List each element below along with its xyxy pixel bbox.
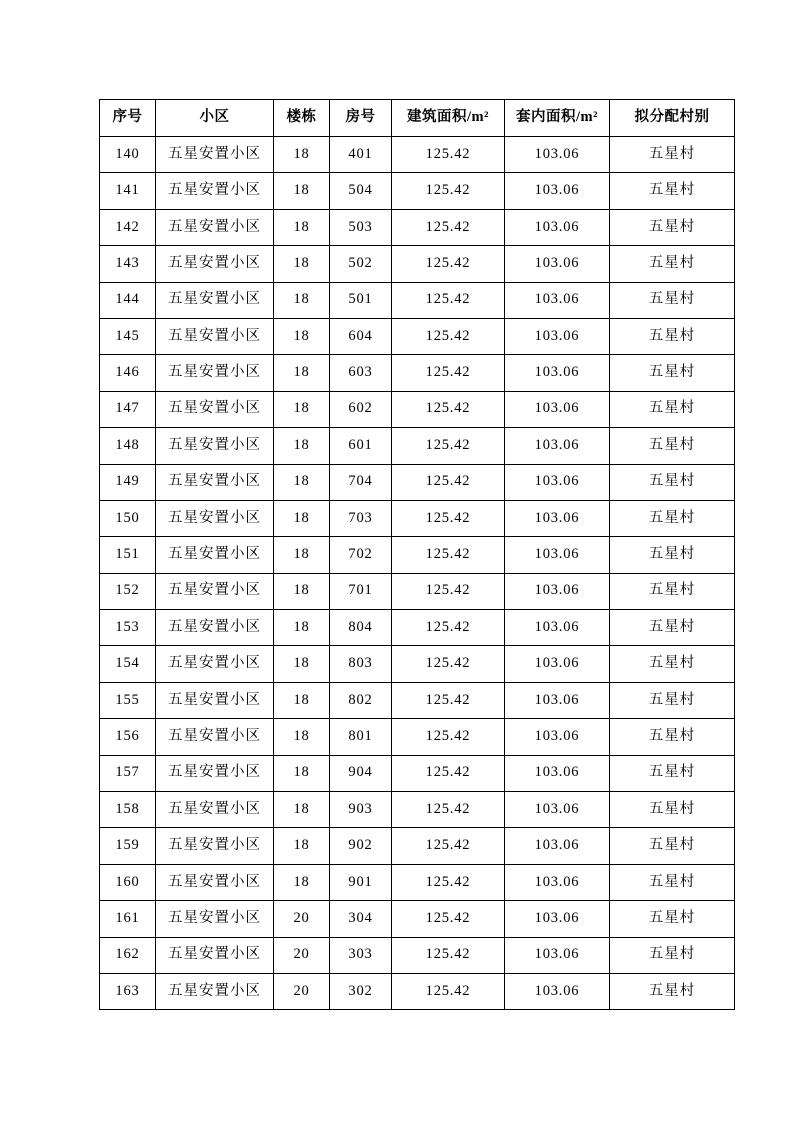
cell-index: 159 bbox=[100, 828, 156, 864]
cell-index: 162 bbox=[100, 937, 156, 973]
cell-building-area: 125.42 bbox=[392, 209, 505, 245]
table-row bbox=[100, 282, 735, 318]
cell-building-area: 125.42 bbox=[392, 610, 505, 646]
cell-community: 五星安置小区 bbox=[156, 173, 274, 209]
cell-inner-area: 103.06 bbox=[505, 500, 610, 536]
cell-inner-area: 103.06 bbox=[505, 537, 610, 573]
cell-index: 142 bbox=[100, 209, 156, 245]
table-row bbox=[100, 246, 735, 282]
cell-building: 18 bbox=[274, 355, 330, 391]
cell-inner-area: 103.06 bbox=[505, 428, 610, 464]
cell-community: 五星安置小区 bbox=[156, 682, 274, 718]
cell-index: 152 bbox=[100, 573, 156, 609]
cell-village: 五星村 bbox=[610, 137, 735, 173]
table-row bbox=[100, 209, 735, 245]
cell-community: 五星安置小区 bbox=[156, 464, 274, 500]
cell-inner-area: 103.06 bbox=[505, 209, 610, 245]
cell-inner-area: 103.06 bbox=[505, 937, 610, 973]
table-row bbox=[100, 755, 735, 791]
cell-community: 五星安置小区 bbox=[156, 792, 274, 828]
cell-inner-area: 103.06 bbox=[505, 573, 610, 609]
table-row bbox=[100, 973, 735, 1009]
cell-community: 五星安置小区 bbox=[156, 246, 274, 282]
column-header-village: 拟分配村别 bbox=[610, 100, 735, 137]
table-header-row bbox=[100, 100, 735, 137]
allocation-table bbox=[99, 99, 735, 1010]
cell-inner-area: 103.06 bbox=[505, 682, 610, 718]
cell-inner-area: 103.06 bbox=[505, 464, 610, 500]
cell-community: 五星安置小区 bbox=[156, 428, 274, 464]
cell-room: 304 bbox=[330, 901, 392, 937]
cell-community: 五星安置小区 bbox=[156, 719, 274, 755]
cell-community: 五星安置小区 bbox=[156, 137, 274, 173]
cell-building: 18 bbox=[274, 209, 330, 245]
cell-village: 五星村 bbox=[610, 464, 735, 500]
cell-village: 五星村 bbox=[610, 937, 735, 973]
cell-building: 18 bbox=[274, 246, 330, 282]
cell-community: 五星安置小区 bbox=[156, 500, 274, 536]
table-row bbox=[100, 646, 735, 682]
cell-village: 五星村 bbox=[610, 610, 735, 646]
cell-building-area: 125.42 bbox=[392, 864, 505, 900]
cell-community: 五星安置小区 bbox=[156, 828, 274, 864]
cell-building-area: 125.42 bbox=[392, 755, 505, 791]
cell-room: 604 bbox=[330, 318, 392, 354]
column-header-inner-area: 套内面积/m² bbox=[505, 100, 610, 137]
cell-room: 603 bbox=[330, 355, 392, 391]
cell-village: 五星村 bbox=[610, 209, 735, 245]
cell-room: 903 bbox=[330, 792, 392, 828]
table-row bbox=[100, 937, 735, 973]
cell-index: 148 bbox=[100, 428, 156, 464]
cell-building-area: 125.42 bbox=[392, 137, 505, 173]
cell-index: 161 bbox=[100, 901, 156, 937]
cell-inner-area: 103.06 bbox=[505, 755, 610, 791]
cell-building-area: 125.42 bbox=[392, 428, 505, 464]
column-header-building-area: 建筑面积/m² bbox=[392, 100, 505, 137]
cell-building: 18 bbox=[274, 610, 330, 646]
cell-inner-area: 103.06 bbox=[505, 610, 610, 646]
cell-village: 五星村 bbox=[610, 828, 735, 864]
cell-village: 五星村 bbox=[610, 973, 735, 1009]
cell-community: 五星安置小区 bbox=[156, 355, 274, 391]
table-row bbox=[100, 173, 735, 209]
cell-building: 18 bbox=[274, 682, 330, 718]
cell-building: 18 bbox=[274, 391, 330, 427]
cell-building: 18 bbox=[274, 537, 330, 573]
cell-community: 五星安置小区 bbox=[156, 610, 274, 646]
cell-building-area: 125.42 bbox=[392, 646, 505, 682]
column-header-room: 房号 bbox=[330, 100, 392, 137]
cell-room: 302 bbox=[330, 973, 392, 1009]
cell-inner-area: 103.06 bbox=[505, 828, 610, 864]
cell-village: 五星村 bbox=[610, 719, 735, 755]
cell-building-area: 125.42 bbox=[392, 682, 505, 718]
cell-room: 602 bbox=[330, 391, 392, 427]
cell-building-area: 125.42 bbox=[392, 464, 505, 500]
cell-room: 303 bbox=[330, 937, 392, 973]
cell-room: 701 bbox=[330, 573, 392, 609]
column-header-index: 序号 bbox=[100, 100, 156, 137]
cell-room: 804 bbox=[330, 610, 392, 646]
cell-index: 163 bbox=[100, 973, 156, 1009]
cell-village: 五星村 bbox=[610, 428, 735, 464]
cell-index: 160 bbox=[100, 864, 156, 900]
cell-building: 18 bbox=[274, 428, 330, 464]
column-header-building: 楼栋 bbox=[274, 100, 330, 137]
table-row bbox=[100, 464, 735, 500]
cell-room: 704 bbox=[330, 464, 392, 500]
table-row bbox=[100, 792, 735, 828]
cell-index: 151 bbox=[100, 537, 156, 573]
cell-community: 五星安置小区 bbox=[156, 391, 274, 427]
cell-index: 145 bbox=[100, 318, 156, 354]
cell-building-area: 125.42 bbox=[392, 537, 505, 573]
cell-index: 153 bbox=[100, 610, 156, 646]
cell-building: 20 bbox=[274, 901, 330, 937]
cell-index: 150 bbox=[100, 500, 156, 536]
cell-building: 18 bbox=[274, 646, 330, 682]
cell-building-area: 125.42 bbox=[392, 901, 505, 937]
cell-room: 703 bbox=[330, 500, 392, 536]
cell-room: 503 bbox=[330, 209, 392, 245]
cell-inner-area: 103.06 bbox=[505, 864, 610, 900]
table-row bbox=[100, 391, 735, 427]
cell-building: 18 bbox=[274, 792, 330, 828]
cell-index: 155 bbox=[100, 682, 156, 718]
cell-building: 18 bbox=[274, 318, 330, 354]
cell-inner-area: 103.06 bbox=[505, 355, 610, 391]
cell-building: 18 bbox=[274, 464, 330, 500]
cell-index: 158 bbox=[100, 792, 156, 828]
cell-inner-area: 103.06 bbox=[505, 901, 610, 937]
cell-building-area: 125.42 bbox=[392, 246, 505, 282]
cell-room: 504 bbox=[330, 173, 392, 209]
cell-village: 五星村 bbox=[610, 537, 735, 573]
cell-building: 18 bbox=[274, 755, 330, 791]
cell-building-area: 125.42 bbox=[392, 937, 505, 973]
cell-community: 五星安置小区 bbox=[156, 209, 274, 245]
table-row bbox=[100, 828, 735, 864]
cell-building: 18 bbox=[274, 864, 330, 900]
cell-index: 141 bbox=[100, 173, 156, 209]
table-row bbox=[100, 610, 735, 646]
cell-room: 902 bbox=[330, 828, 392, 864]
cell-community: 五星安置小区 bbox=[156, 646, 274, 682]
cell-index: 143 bbox=[100, 246, 156, 282]
cell-village: 五星村 bbox=[610, 355, 735, 391]
table-header bbox=[100, 100, 735, 137]
cell-village: 五星村 bbox=[610, 901, 735, 937]
cell-building-area: 125.42 bbox=[392, 391, 505, 427]
cell-village: 五星村 bbox=[610, 755, 735, 791]
cell-village: 五星村 bbox=[610, 682, 735, 718]
cell-index: 154 bbox=[100, 646, 156, 682]
cell-village: 五星村 bbox=[610, 318, 735, 354]
cell-index: 157 bbox=[100, 755, 156, 791]
cell-village: 五星村 bbox=[610, 864, 735, 900]
cell-village: 五星村 bbox=[610, 246, 735, 282]
cell-community: 五星安置小区 bbox=[156, 573, 274, 609]
cell-building-area: 125.42 bbox=[392, 282, 505, 318]
cell-community: 五星安置小区 bbox=[156, 282, 274, 318]
cell-community: 五星安置小区 bbox=[156, 937, 274, 973]
column-header-community: 小区 bbox=[156, 100, 274, 137]
cell-room: 401 bbox=[330, 137, 392, 173]
table-row bbox=[100, 355, 735, 391]
cell-inner-area: 103.06 bbox=[505, 973, 610, 1009]
table-row bbox=[100, 500, 735, 536]
cell-index: 156 bbox=[100, 719, 156, 755]
cell-inner-area: 103.06 bbox=[505, 282, 610, 318]
table-row bbox=[100, 573, 735, 609]
table-row bbox=[100, 901, 735, 937]
cell-index: 140 bbox=[100, 137, 156, 173]
cell-community: 五星安置小区 bbox=[156, 318, 274, 354]
table-row bbox=[100, 682, 735, 718]
cell-inner-area: 103.06 bbox=[505, 792, 610, 828]
table-row bbox=[100, 537, 735, 573]
cell-inner-area: 103.06 bbox=[505, 646, 610, 682]
cell-community: 五星安置小区 bbox=[156, 864, 274, 900]
cell-village: 五星村 bbox=[610, 646, 735, 682]
cell-building: 18 bbox=[274, 500, 330, 536]
table-row bbox=[100, 318, 735, 354]
cell-building-area: 125.42 bbox=[392, 500, 505, 536]
allocation-table-container bbox=[99, 99, 710, 1010]
table-row bbox=[100, 719, 735, 755]
cell-building-area: 125.42 bbox=[392, 719, 505, 755]
cell-community: 五星安置小区 bbox=[156, 755, 274, 791]
cell-building: 18 bbox=[274, 173, 330, 209]
cell-inner-area: 103.06 bbox=[505, 719, 610, 755]
cell-building: 18 bbox=[274, 719, 330, 755]
cell-building: 20 bbox=[274, 937, 330, 973]
cell-village: 五星村 bbox=[610, 792, 735, 828]
cell-index: 147 bbox=[100, 391, 156, 427]
cell-room: 901 bbox=[330, 864, 392, 900]
cell-room: 702 bbox=[330, 537, 392, 573]
cell-building: 18 bbox=[274, 137, 330, 173]
table-row bbox=[100, 137, 735, 173]
cell-community: 五星安置小区 bbox=[156, 901, 274, 937]
cell-building-area: 125.42 bbox=[392, 573, 505, 609]
cell-room: 803 bbox=[330, 646, 392, 682]
cell-village: 五星村 bbox=[610, 173, 735, 209]
cell-index: 144 bbox=[100, 282, 156, 318]
cell-inner-area: 103.06 bbox=[505, 391, 610, 427]
table-row bbox=[100, 428, 735, 464]
cell-building-area: 125.42 bbox=[392, 792, 505, 828]
table-body bbox=[100, 137, 735, 1010]
cell-room: 904 bbox=[330, 755, 392, 791]
cell-building: 18 bbox=[274, 828, 330, 864]
cell-building-area: 125.42 bbox=[392, 973, 505, 1009]
cell-community: 五星安置小区 bbox=[156, 973, 274, 1009]
cell-village: 五星村 bbox=[610, 573, 735, 609]
cell-index: 146 bbox=[100, 355, 156, 391]
cell-room: 802 bbox=[330, 682, 392, 718]
cell-index: 149 bbox=[100, 464, 156, 500]
cell-inner-area: 103.06 bbox=[505, 137, 610, 173]
cell-room: 801 bbox=[330, 719, 392, 755]
cell-village: 五星村 bbox=[610, 500, 735, 536]
cell-building: 18 bbox=[274, 282, 330, 318]
cell-building-area: 125.42 bbox=[392, 828, 505, 864]
cell-room: 501 bbox=[330, 282, 392, 318]
cell-inner-area: 103.06 bbox=[505, 318, 610, 354]
cell-inner-area: 103.06 bbox=[505, 173, 610, 209]
cell-room: 502 bbox=[330, 246, 392, 282]
cell-inner-area: 103.06 bbox=[505, 246, 610, 282]
cell-building: 20 bbox=[274, 973, 330, 1009]
cell-building: 18 bbox=[274, 573, 330, 609]
cell-building-area: 125.42 bbox=[392, 173, 505, 209]
cell-village: 五星村 bbox=[610, 282, 735, 318]
cell-community: 五星安置小区 bbox=[156, 537, 274, 573]
cell-village: 五星村 bbox=[610, 391, 735, 427]
table-row bbox=[100, 864, 735, 900]
cell-building-area: 125.42 bbox=[392, 355, 505, 391]
cell-room: 601 bbox=[330, 428, 392, 464]
cell-building-area: 125.42 bbox=[392, 318, 505, 354]
